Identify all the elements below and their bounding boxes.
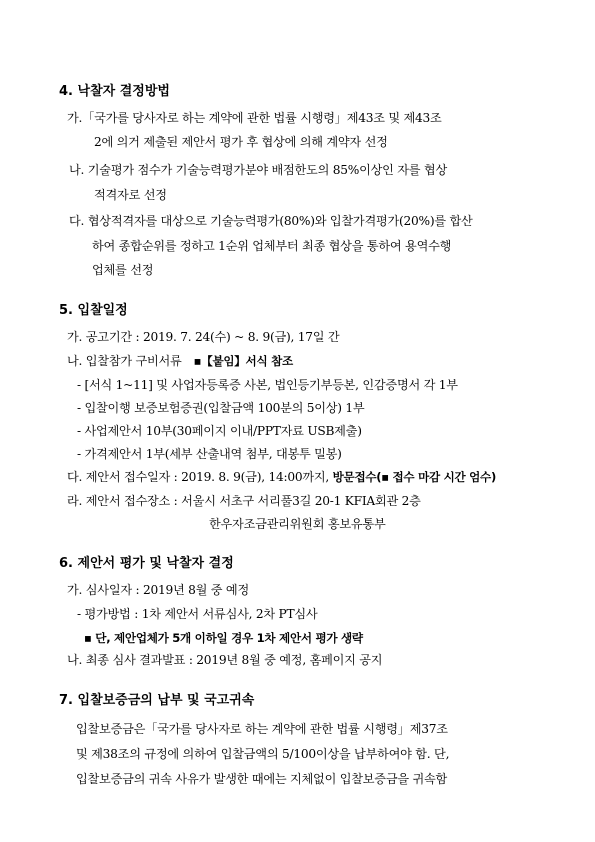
submission-deadline (67, 469, 496, 485)
required-docs-title: 나. 입찰참가 구비서류 (67, 354, 182, 368)
required-doc-item: - [서식 1~11] 및 사업자등록증 사본, 법인등기부등본, 인감증명서 각 1부 (77, 378, 458, 392)
section-6-heading: 6. 제안서 평가 및 낙찰자 결정 (59, 556, 234, 571)
section-4-line: 다. 협상적격자를 대상으로 기술능력평가(80%)와 입찰가격평가(20%)를 합산 (69, 214, 473, 228)
section-5-heading: 5. 입찰일정 (59, 303, 128, 318)
section-7-line: 및 제38조의 규정에 의하여 입찰금액의 5/100이상을 납부하여야 함. 단, (76, 747, 450, 761)
section-7-line: 입찰보증금은「국가를 당사자로 하는 계약에 관한 법률 시행령」제37조 (76, 722, 448, 736)
section-4-heading: 4. 낙찰자 결정방법 (59, 84, 170, 99)
section-4-line: 적격자로 선정 (94, 188, 167, 202)
deadline-text: 다. 제안서 접수일자 : 2019. 8. 9(금), 14:00까지, (67, 470, 330, 484)
evaluation-method: - 평가방법 : 1차 제안서 서류심사, 2차 PT심사 (77, 607, 318, 621)
required-doc-item: - 입찰이행 보증보험증권(입찰금액 100분의 5이상) 1부 (77, 401, 365, 415)
section-7-line: 입찰보증금의 귀속 사유가 발생한 때에는 지체없이 입찰보증금을 귀속함 (76, 772, 448, 786)
section-4-line: 2에 의거 제출된 제안서 평가 후 협상에 의해 계약자 선정 (94, 135, 388, 149)
required-doc-item: - 사업제안서 10부(30페이지 이내/PPT자료 USB제출) (77, 424, 362, 438)
section-7-heading: 7. 입찰보증금의 납부 및 국고귀속 (59, 693, 255, 708)
review-date: 가. 심사일자 : 2019년 8월 중 예정 (67, 583, 249, 597)
required-docs-note: ▪【붙임】서식 참조 (193, 354, 293, 368)
section-4-line: 나. 기술평가 점수가 기술능력평가분야 배점한도의 85%이상인 자를 협상 (69, 163, 447, 177)
submission-place: 라. 제안서 접수장소 : 서울시 서초구 서리풀3길 20-1 KFIA회관 2층 (67, 494, 421, 508)
bid-period: 가. 공고기간 : 2019. 7. 24(수) ~ 8. 9(금), 17일 간 (67, 330, 340, 344)
section-4-line: 가.「국가를 당사자로 하는 계약에 관한 법률 시행령」제43조 및 제43조 (67, 111, 442, 125)
final-result: 나. 최종 심사 결과발표 : 2019년 8월 중 예정, 홈페이지 공지 (67, 653, 383, 667)
section-4-line: 하여 종합순위를 정하고 1순위 업체부터 최종 협상을 통하여 용역수행 (92, 239, 452, 253)
required-docs-label (67, 353, 293, 369)
deadline-note: 방문접수(▪ 접수 마감 시간 엄수) (332, 470, 496, 484)
section-4-line: 업체를 선정 (92, 263, 154, 277)
required-doc-item: - 가격제안서 1부(세부 산출내역 첨부, 대봉투 밀봉) (77, 447, 342, 461)
evaluation-note: ▪ 단, 제안업체가 5개 이하일 경우 1차 제안서 평가 생략 (84, 631, 363, 645)
submission-place-dept: 한우자조금관리위원회 홍보유통부 (209, 517, 386, 531)
